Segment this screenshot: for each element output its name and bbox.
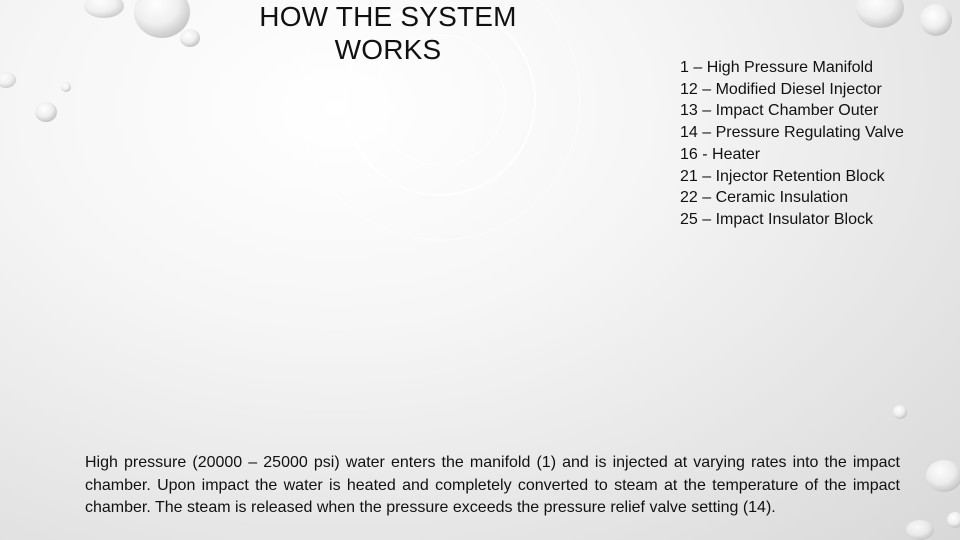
- legend-item: 21 – Injector Retention Block: [680, 167, 885, 185]
- legend-item: 1 – High Pressure Manifold: [680, 59, 873, 76]
- legend-item: 16 - Heater: [680, 145, 761, 163]
- legend-item: 14 – Pressure Regulating Valve: [680, 124, 904, 142]
- legend-item: 12 – Modified Diesel Injector: [680, 80, 882, 98]
- legend-item: 22 – Ceramic Insulation: [680, 189, 849, 207]
- component-legend: [680, 57, 904, 231]
- slide-title: HOW THE SYSTEM WORKS: [259, 1, 517, 65]
- legend-item: 25 – Impact Insulator Block: [680, 210, 873, 228]
- legend-item: 13 – Impact Chamber Outer: [680, 102, 879, 120]
- system-description: High pressure (20000 – 25000 psi) water enters the manifold (1) and is injected at varying rates into the impact chamber. Upon impact the water is heated and completely converted to steam at the temperature of the impact chamber. The steam is released when the pressure exceeds the pressure relief valve setting (14).: [85, 454, 900, 517]
